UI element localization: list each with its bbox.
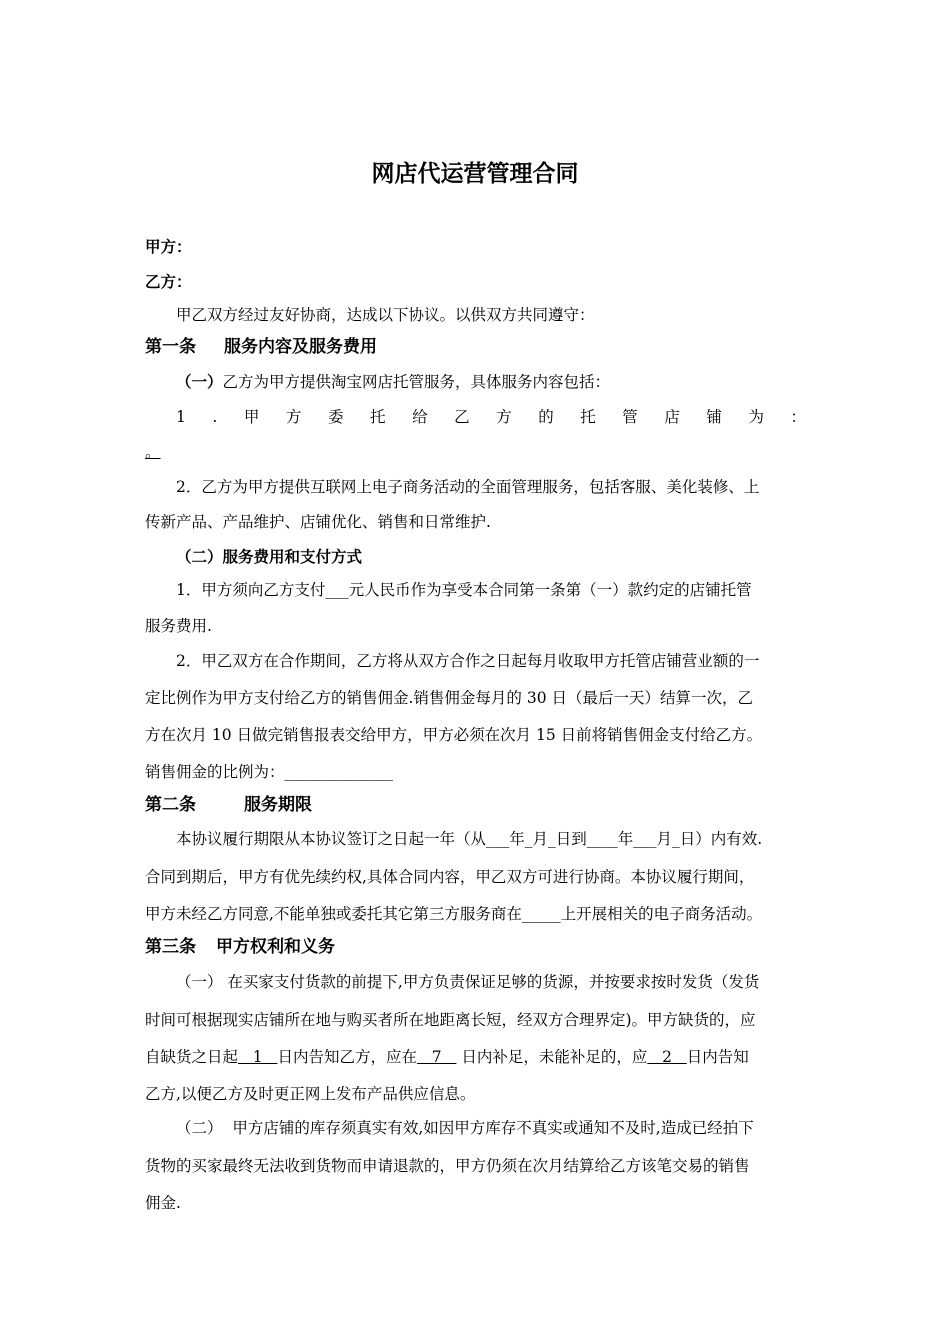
article2-title: 服务期限 xyxy=(244,795,312,815)
article1-pay2-line1: 2．甲乙双方在合作期间，乙方将从双方合作之日起每月收取甲方托管店铺营业额的一 xyxy=(176,652,760,670)
party-b-label: 乙方： xyxy=(145,273,192,291)
article3-p2-line2: 货物的买家最终无法收到货物而申请退款的，甲方仍须在次月结算给乙方该笔交易的销售 xyxy=(145,1157,750,1175)
article1-item1-cont: 。 xyxy=(145,443,161,461)
item1-char: 甲 xyxy=(243,408,260,426)
article3-p2-line1: （二） 甲方店铺的库存须真实有效,如因甲方库存不真实或通知不及时,造成已经拍下 xyxy=(176,1119,754,1137)
article3-number: 第三条 xyxy=(145,937,196,957)
notify-days-value: 1 xyxy=(238,1048,278,1066)
item1-char: 委 xyxy=(327,408,344,426)
article1-item1 xyxy=(176,407,806,427)
item1-char: 给 xyxy=(412,408,428,426)
article3-heading xyxy=(145,937,335,957)
document-title: 网店代运营管理合同 xyxy=(371,161,579,187)
article1-item2-line2: 传新产品、产品维护、店铺优化、销售和日常维护. xyxy=(145,513,491,531)
article2-line3: 甲方未经乙方同意,不能单独或委托其它第三方服务商在_____上开展相关的电子商务活动。 xyxy=(145,905,763,923)
article3-p1-line3 xyxy=(145,1047,749,1067)
item1-char: 托 xyxy=(370,408,386,426)
article3-p1-line1: （一） 在买家支付货款的前提下,甲方负责保证足够的货源，并按要求按时发货（发货 xyxy=(176,973,760,991)
article1-pay1-line2: 服务费用. xyxy=(145,617,212,635)
item1-char: 为 xyxy=(748,408,764,426)
article1-pay2-line3: 方在次月 10 日做完销售报表交给甲方，甲方必须在次月 15 日前将销售佣金支付给乙方。 xyxy=(145,726,763,744)
item1-char: 乙 xyxy=(454,408,470,426)
item1-char: 铺 xyxy=(706,408,722,426)
article2-number: 第二条 xyxy=(145,795,196,815)
article3-p1-line3-d: 日内告知 xyxy=(686,1048,749,1066)
article3-p1-line3-a: 自缺货之日起 xyxy=(145,1048,239,1066)
article3-p1-line3-b: 日内告知乙方，应在 xyxy=(277,1048,417,1066)
replenish-days-value: 7 xyxy=(416,1048,457,1066)
article2-line2: 合同到期后，甲方有优先续约权,具体合同内容，甲乙双方可进行协商。本协议履行期间， xyxy=(145,868,755,886)
item1-char: . xyxy=(212,408,218,426)
article1-heading xyxy=(145,337,377,357)
intro-text: 甲乙双方经过友好协商，达成以下协议。以供双方共同遵守： xyxy=(176,306,595,324)
article1-pay1-line1: 1．甲方须向乙方支付___元人民币作为享受本合同第一条第（一）款约定的店铺托管 xyxy=(176,581,752,599)
article1-sub1 xyxy=(176,372,610,392)
article3-p2-line3: 佣金. xyxy=(145,1194,181,1212)
item1-char: 托 xyxy=(580,408,596,426)
item1-char: 1 xyxy=(176,408,186,426)
item1-char: 的 xyxy=(538,408,554,426)
article2-line1: 本协议履行期限从本协议签订之日起一年（从___年_月_日到____年___月_日）内有效. xyxy=(176,830,763,848)
article1-item2-line1: 2．乙方为甲方提供互联网上电子商务活动的全面管理服务，包括客服、美化装修、上 xyxy=(176,478,760,496)
party-a-label: 甲方： xyxy=(145,238,192,256)
article3-p1-line4: 乙方,以便乙方及时更正网上发布产品供应信息。 xyxy=(145,1085,476,1103)
article1-sub1-label: （一） xyxy=(176,373,223,391)
article2-heading xyxy=(145,795,312,815)
item1-char: 店 xyxy=(664,408,680,426)
item1-char: 方 xyxy=(285,408,302,426)
article3-title: 甲方权利和义务 xyxy=(216,937,335,957)
article3-p1-line3-c: 日内补足，未能补足的，应 xyxy=(456,1048,648,1066)
article1-pay2-line4: 销售佣金的比例为：______________ xyxy=(145,763,394,781)
article1-sub2: （二）服务费用和支付方式 xyxy=(176,548,363,566)
article1-pay2-line2: 定比例作为甲方支付给乙方的销售佣金.销售佣金每月的 30 日（最后一天）结算一次，乙 xyxy=(145,689,754,707)
article1-title: 服务内容及服务费用 xyxy=(224,337,377,357)
item1-char: ： xyxy=(790,408,806,426)
article1-sub1-text: 乙方为甲方提供淘宝网店托管服务，具体服务内容包括： xyxy=(222,373,611,391)
item1-char: 管 xyxy=(622,408,638,426)
inform-days-value: 2 xyxy=(647,1048,687,1066)
article1-number: 第一条 xyxy=(145,337,196,357)
article3-p1-line2: 时间可根据现实店铺所在地与购买者所在地距离长短，经双方合理界定)。甲方缺货的，应 xyxy=(145,1011,756,1029)
item1-char: 方 xyxy=(496,408,512,426)
